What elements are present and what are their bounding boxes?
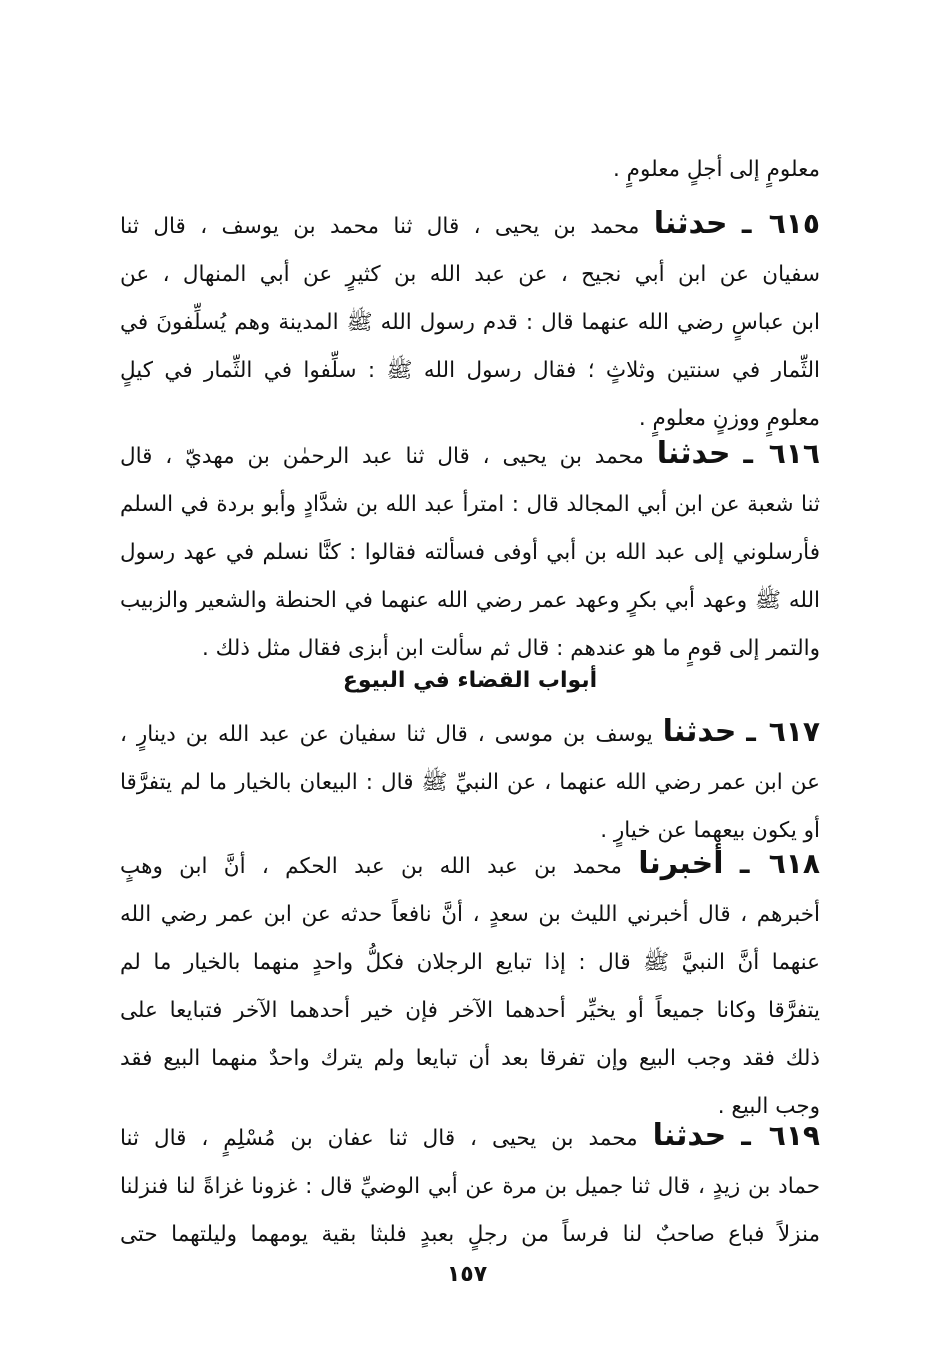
hadith-keyword: حدثنا xyxy=(652,1118,727,1153)
text-line: فأرسلوني إلى عبد الله بن أبي أوفى فسألته فقالوا : كنَّا نسلم في عهد رسول xyxy=(120,540,820,565)
hadith-618 xyxy=(120,840,820,1131)
hadith-number: ٦١٥ ـ xyxy=(741,207,820,240)
section-heading: أبواب القضاء في البيوع xyxy=(342,668,598,693)
text-line: الله ﷺ وعهد أبي بكرٍ وعهد عمر رضي الله عنهما في الحنطة والشعير والزبيب xyxy=(120,588,820,613)
intro-paragraph xyxy=(120,146,820,194)
text-line: ثنا شعبة عن ابن أبي المجالد قال : امترأ عبد الله بن شدَّادٍ وأبو بردة في السلم xyxy=(120,492,820,517)
hadith-keyword: أخبرنا xyxy=(638,846,724,881)
hadith-number: ٦١٩ ـ xyxy=(741,1119,820,1152)
text-line: منزلاً فباع صاحبٌ لنا فرساً من رجلٍ بعبدٍ فلبثا بقية يومهما وليلتهما حتى xyxy=(120,1222,820,1247)
hadith-619 xyxy=(120,1112,820,1259)
text-line: الثِّمار في سنتين وثلاثٍ ؛ فقال رسول الله ﷺ : سلِّفوا في الثِّمار في كيلٍ xyxy=(120,358,820,383)
hadith-616 xyxy=(120,430,820,673)
hadith-keyword: حدثنا xyxy=(656,436,731,471)
text-line: يتفرَّقا وكانا جميعاً أو يخيِّر أحدهما الآخر فإن خير أحدهما الآخر فتبايعا على xyxy=(120,998,820,1023)
text-line: أخبرهم ، قال أخبرني الليث بن سعدٍ ، أنَّ نافعاً حدثه عن ابن عمر رضي الله xyxy=(120,902,820,927)
text-line: عن ابن عمر رضي الله عنهما ، عن النبيِّ ﷺ قال : البيعان بالخيار ما لم يتفرَّقا xyxy=(120,770,820,795)
text-fragment: يوسف بن موسى ، قال ثنا سفيان عن عبد الله بن دينارٍ ، xyxy=(120,722,653,747)
text-line: حماد بن زيدٍ ، قال ثنا جميل بن مرة عن أبي الوضيِّ قال : غزونا غزاةً لنا فنزلنا xyxy=(120,1174,820,1199)
text-line: ذلك فقد وجب البيع وإن تفرقا بعد أن تبايعا ولم يترك واحدٌ منهما البيع فقد xyxy=(120,1046,820,1071)
hadith-number: ٦١٧ ـ xyxy=(746,715,820,748)
text-line: ابن عباسٍ رضي الله عنهما قال : قدم رسول الله ﷺ المدينة وهم يُسلِّفونَ في xyxy=(120,310,820,335)
text-line: سفيان عن ابن أبي نجيح ، عن عبد الله بن كثيرٍ عن أبي المنهال ، عن xyxy=(120,262,820,287)
text-fragment: محمد بن يحيى ، قال ثنا محمد بن يوسف ، قال ثنا xyxy=(120,214,640,239)
hadith-number: ٦١٦ ـ xyxy=(743,437,820,470)
text-line xyxy=(120,708,820,759)
text-line: عنهما أنَّ النبيَّ ﷺ قال : إذا تبايع الرجلان فكلُّ واحدٍ منهما بالخيار ما لم xyxy=(120,950,820,975)
text-line: معلومٍ ووزنٍ معلومٍ . xyxy=(638,406,820,431)
text-line xyxy=(120,200,820,251)
text-fragment: محمد بن يحيى ، قال ثنا عفان بن مُسْلِمٍ ، قال ثنا xyxy=(120,1126,638,1151)
text-line xyxy=(120,1112,820,1163)
text-line: والتمر إلى قومٍ ما هو عندهم : قال ثم سألت ابن أبزى فقال مثل ذلك . xyxy=(202,636,820,661)
text-line: أو يكون بيعهما عن خيارٍ . xyxy=(600,818,820,843)
hadith-keyword: حدثنا xyxy=(653,206,728,241)
page-number: ١٥٧ xyxy=(446,1262,488,1287)
hadith-615 xyxy=(120,200,820,443)
text-line: وجب البيع . xyxy=(717,1094,820,1119)
text-line xyxy=(120,840,820,891)
hadith-617 xyxy=(120,708,820,855)
hadith-number: ٦١٨ ـ xyxy=(739,847,820,880)
text-line: معلومٍ إلى أجلٍ معلومٍ . xyxy=(612,157,820,182)
text-fragment: محمد بن عبد الله بن عبد الحكم ، أنَّ ابن وهبٍ xyxy=(120,854,622,879)
text-fragment: محمد بن يحيى ، قال ثنا عبد الرحمٰن بن مهديّ ، قال xyxy=(120,444,644,469)
text-line xyxy=(120,430,820,481)
hadith-keyword: حدثنا xyxy=(662,714,737,749)
